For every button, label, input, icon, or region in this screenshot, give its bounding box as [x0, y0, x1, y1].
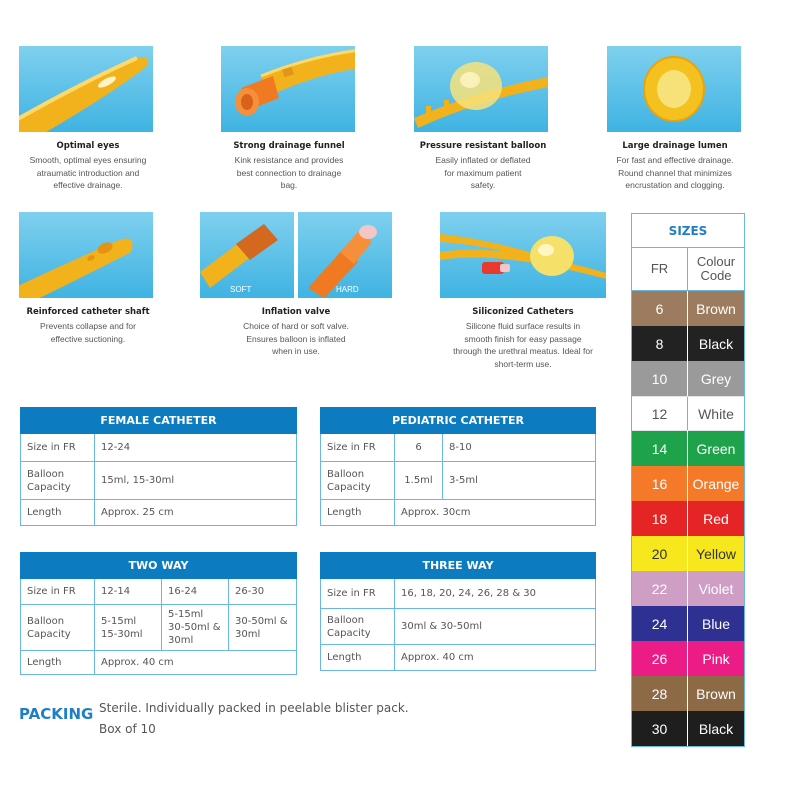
- size-row: [632, 466, 744, 501]
- size-fr: 6: [632, 291, 688, 326]
- table-row: Size in FR 12-14 16-24 26-30: [21, 579, 297, 605]
- size-colour-name: Orange: [692, 475, 740, 492]
- packing-line-2: Box of 10: [99, 722, 156, 736]
- size-row: [632, 571, 744, 606]
- table-row: Length Approx. 30cm: [321, 500, 596, 526]
- size-fr: 22: [632, 571, 688, 606]
- table-row: Length Approx. 40 cm: [21, 651, 297, 675]
- table-title: THREE WAY: [321, 553, 596, 579]
- pediatric-catheter-table: [320, 407, 596, 526]
- feature-inflation-valve: [200, 212, 392, 358]
- feature-title: Large drainage lumen: [622, 141, 728, 151]
- feature-description: Prevents collapse and for effective suctioning.: [40, 321, 136, 344]
- size-row: [632, 431, 744, 466]
- feature-title: Optimal eyes: [56, 141, 120, 151]
- packing-line-1: Sterile. Individually packed in peelable blister pack.: [99, 701, 409, 715]
- feature-optimal-eyes: [10, 46, 166, 192]
- size-colour-name: Violet: [698, 580, 734, 597]
- size-fr: 24: [632, 606, 688, 641]
- female-catheter-table: [20, 407, 297, 526]
- feature-description: Choice of hard or soft valve. Ensures balloon is inflated when in use.: [243, 321, 349, 356]
- three-way-table: [320, 552, 596, 671]
- size-fr: 16: [632, 466, 688, 501]
- size-fr: 28: [632, 676, 688, 711]
- feature-reinforced-shaft: [10, 212, 166, 345]
- feature-title: Reinforced catheter shaft: [26, 307, 150, 317]
- size-row: [632, 536, 744, 571]
- size-fr: 18: [632, 501, 688, 536]
- table-title: TWO WAY: [21, 553, 297, 579]
- two-way-table: [20, 552, 297, 675]
- size-fr: 26: [632, 641, 688, 676]
- size-row: [632, 676, 744, 711]
- table-row: Balloon Capacity 15ml, 15-30ml: [21, 462, 297, 500]
- table-row: Size in FR 6 8-10: [321, 434, 596, 462]
- size-colour-name: Pink: [702, 650, 730, 667]
- table-row: Balloon Capacity 5-15ml 15-30ml 5-15ml 30-50ml & 30ml 30-50ml & 30ml: [21, 605, 297, 651]
- pressure-balloon-image: [414, 46, 548, 132]
- drainage-funnel-image: [221, 46, 355, 132]
- feature-title: Siliconized Catheters: [472, 307, 574, 317]
- size-colour-name: Black: [698, 720, 734, 737]
- soft-valve-image: [200, 212, 294, 298]
- feature-title: Pressure resistant balloon: [419, 141, 547, 151]
- size-colour-name: Red: [703, 510, 729, 527]
- table-row: Length Approx. 40 cm: [321, 645, 596, 671]
- sizes-colour-table: [631, 213, 745, 747]
- size-colour-name: Blue: [701, 615, 731, 632]
- table-title: PEDIATRIC CATHETER: [321, 408, 596, 434]
- size-row: [632, 711, 744, 746]
- colour-code-column-header: Colour Code: [696, 254, 736, 283]
- siliconized-image: [440, 212, 606, 298]
- size-colour-name: Brown: [696, 300, 736, 317]
- size-fr: 8: [632, 326, 688, 361]
- feature-description: Silicone fluid surface results in smooth finish for easy passage through the urethral meatus. Ideal for short-term use.: [453, 321, 593, 369]
- size-fr: 30: [632, 711, 688, 746]
- table-row: Size in FR 16, 18, 20, 24, 26, 28 & 30: [321, 579, 596, 609]
- table-row: Size in FR 12-24: [21, 434, 297, 462]
- inflation-valve-images: [200, 212, 392, 298]
- size-row: [632, 501, 744, 536]
- feature-description: For fast and effective drainage. Round channel that minimizes encrustation and clogging.: [616, 155, 734, 190]
- size-row: [632, 326, 744, 361]
- size-colour-name: White: [698, 405, 734, 422]
- size-row: [632, 291, 744, 326]
- size-row: [632, 641, 744, 676]
- feature-description: Kink resistance and provides best connection to drainage bag.: [234, 155, 344, 190]
- table-row: Balloon Capacity 1.5ml 3-5ml: [321, 462, 596, 500]
- size-rows: [632, 291, 744, 746]
- drainage-lumen-image: [607, 46, 741, 132]
- sizes-title: SIZES: [632, 214, 744, 248]
- packing-label: PACKING: [19, 705, 94, 723]
- soft-label: SOFT: [230, 285, 252, 294]
- hard-valve-image: [298, 212, 392, 298]
- feature-pressure-balloon: [405, 46, 561, 192]
- size-fr: 14: [632, 431, 688, 466]
- size-colour-name: Black: [698, 335, 734, 352]
- feature-title: Inflation valve: [261, 307, 331, 317]
- table-row: Balloon Capacity 30ml & 30-50ml: [321, 609, 596, 645]
- size-colour-name: Green: [696, 440, 736, 457]
- feature-title: Strong drainage funnel: [233, 141, 345, 151]
- table-row: Length Approx. 25 cm: [21, 500, 297, 526]
- reinforced-shaft-image: [19, 212, 153, 298]
- optimal-eyes-image: [19, 46, 153, 132]
- size-fr: 20: [632, 536, 688, 571]
- sizes-column-headers: [632, 248, 744, 291]
- size-fr: 10: [632, 361, 688, 396]
- size-fr: 12: [632, 397, 688, 430]
- feature-drainage-lumen: [597, 46, 753, 192]
- fr-column-header: FR: [632, 248, 688, 290]
- size-row: [632, 396, 744, 431]
- size-row: [632, 606, 744, 641]
- hard-label: HARD: [336, 285, 359, 294]
- feature-drainage-funnel: [211, 46, 367, 192]
- feature-siliconized: [430, 212, 616, 370]
- size-colour-name: Yellow: [696, 545, 736, 562]
- size-colour-name: Grey: [700, 370, 732, 387]
- size-colour-name: Brown: [696, 685, 736, 702]
- feature-description: Smooth, optimal eyes ensuring atraumatic introduction and effective drainage.: [29, 155, 147, 190]
- feature-description: Easily inflated or deflated for maximum patient safety.: [435, 155, 531, 190]
- table-title: FEMALE CATHETER: [21, 408, 297, 434]
- size-row: [632, 361, 744, 396]
